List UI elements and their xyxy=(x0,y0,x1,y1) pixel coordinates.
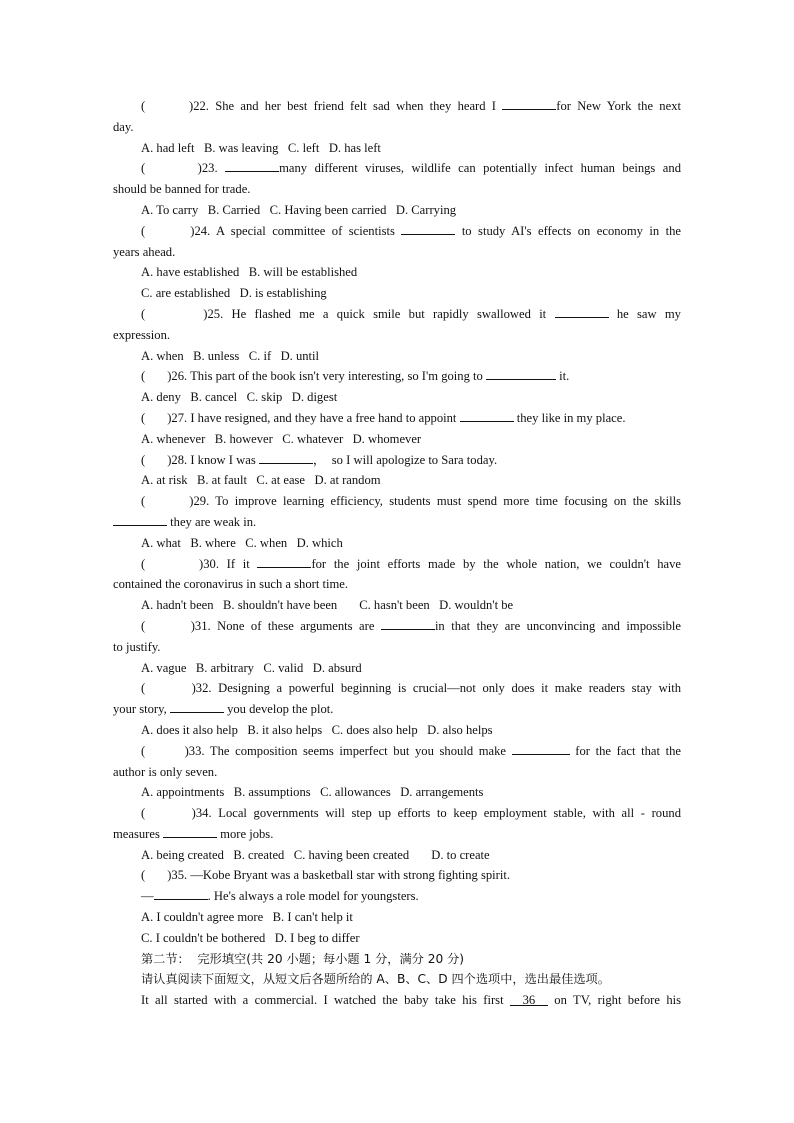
question-32-stem: ( )32. Designing a powerful beginning is crucial—not only does it make readers stay with xyxy=(141,681,681,696)
question-30-options: A. hadn't been B. shouldn't have been C. hasn't been D. wouldn't be xyxy=(141,598,514,613)
question-34-options: A. being created B. created C. having been created D. to create xyxy=(141,847,490,862)
answer-blank xyxy=(257,555,311,568)
answer-blank xyxy=(170,700,224,713)
answer-blank xyxy=(460,409,514,422)
question-35-options: C. I couldn't be bothered D. I beg to differ xyxy=(141,930,360,945)
question-35-stem: ( )35. —Kobe Bryant was a basketball star with strong fighting spirit. xyxy=(141,868,511,883)
answer-blank xyxy=(512,742,570,755)
question-33-stem: ( )33. The composition seems imperfect but you should make for the fact that the xyxy=(141,743,681,758)
question-31-stem: ( )31. None of these arguments are in that they are unconvincing and impossible xyxy=(141,618,681,633)
question-23-continuation: should be banned for trade. xyxy=(113,182,251,197)
question-27-stem: ( )27. I have resigned, and they have a free hand to appoint they like in my place. xyxy=(141,410,626,425)
passage-first-line: It all started with a commercial. I watched the baby take his first 36 on TV, right before his xyxy=(141,993,681,1008)
question-32-options: A. does it also help B. it also helps C. does also help D. also helps xyxy=(141,722,493,737)
answer-blank xyxy=(259,451,313,464)
answer-blank xyxy=(502,97,556,110)
question-33-options: A. appointments B. assumptions C. allowances D. arrangements xyxy=(141,785,484,800)
answer-blank xyxy=(486,367,556,380)
question-24-options: C. are established D. is establishing xyxy=(141,286,327,301)
answer-blank xyxy=(555,305,609,318)
section-heading: 第二节： 完形填空(共 20 小题；每小题 1 分，满分 20 分) xyxy=(141,951,465,966)
question-27-options: A. whenever B. however C. whatever D. whomever xyxy=(141,431,422,446)
question-28-options: A. at risk B. at fault C. at ease D. at random xyxy=(141,473,381,488)
exam-page xyxy=(113,96,681,1011)
question-22-options: A. had left B. was leaving C. left D. has left xyxy=(141,140,381,155)
question-30-continuation: contained the coronavirus in such a short time. xyxy=(113,577,349,592)
question-33-continuation: author is only seven. xyxy=(113,764,218,779)
blank-36: 36 xyxy=(509,993,548,1008)
question-25-continuation: expression. xyxy=(113,327,171,342)
question-24-continuation: years ahead. xyxy=(113,244,176,259)
question-35-options: A. I couldn't agree more B. I can't help it xyxy=(141,910,353,925)
question-35-continuation: — . He's always a role model for youngsters. xyxy=(141,889,419,904)
question-31-continuation: to justify. xyxy=(113,639,161,654)
section-instruction: 请认真阅读下面短文，从短文后各题所给的 A、B、C、D 四个选项中，选出最佳选项。 xyxy=(141,972,610,987)
question-29-continuation: they are weak in. xyxy=(113,512,681,533)
question-32-continuation: your story, you develop the plot. xyxy=(113,702,334,717)
question-25-options: A. when B. unless C. if D. until xyxy=(141,348,320,363)
question-31-options: A. vague B. arbitrary C. valid D. absurd xyxy=(141,660,362,675)
question-26-stem: ( )26. This part of the book isn't very interesting, so I'm going to it. xyxy=(141,369,570,384)
question-28-stem: ( )28. I know I was ， so I will apologize to Sara today. xyxy=(141,452,498,467)
question-22-stem: ( )22. She and her best friend felt sad when they heard I for New York the next xyxy=(141,99,681,113)
question-34-continuation: measures more jobs. xyxy=(113,826,274,841)
answer-blank xyxy=(154,887,208,900)
question-22-continuation: day. xyxy=(113,119,134,134)
answer-blank xyxy=(163,825,217,838)
answer-blank xyxy=(113,513,167,526)
answer-blank xyxy=(401,222,455,235)
question-26-options: A. deny B. cancel C. skip D. digest xyxy=(141,390,338,405)
question-34-stem: ( )34. Local governments will step up efforts to keep employment stable, with all - round xyxy=(141,806,681,821)
question-25-stem: ( )25. He flashed me a quick smile but rapidly swallowed it he saw my xyxy=(141,306,681,321)
question-24-stem: ( )24. A special committee of scientists to study AI's effects on economy in the xyxy=(141,223,681,238)
question-29-stem: ( )29. To improve learning efficiency, students must spend more time focusing on the skills xyxy=(141,494,681,509)
answer-blank xyxy=(225,159,279,172)
answer-blank xyxy=(381,617,435,630)
question-29-options: A. what B. where C. when D. which xyxy=(141,535,343,550)
question-23-options: A. To carry B. Carried C. Having been carried D. Carrying xyxy=(141,202,457,217)
question-23-stem: ( )23. many different viruses, wildlife can potentially infect human beings and xyxy=(141,161,681,176)
question-30-stem: ( )30. If it for the joint efforts made by the whole nation, we couldn't have xyxy=(141,556,681,571)
question-24-options: A. have established B. will be established xyxy=(141,265,358,280)
